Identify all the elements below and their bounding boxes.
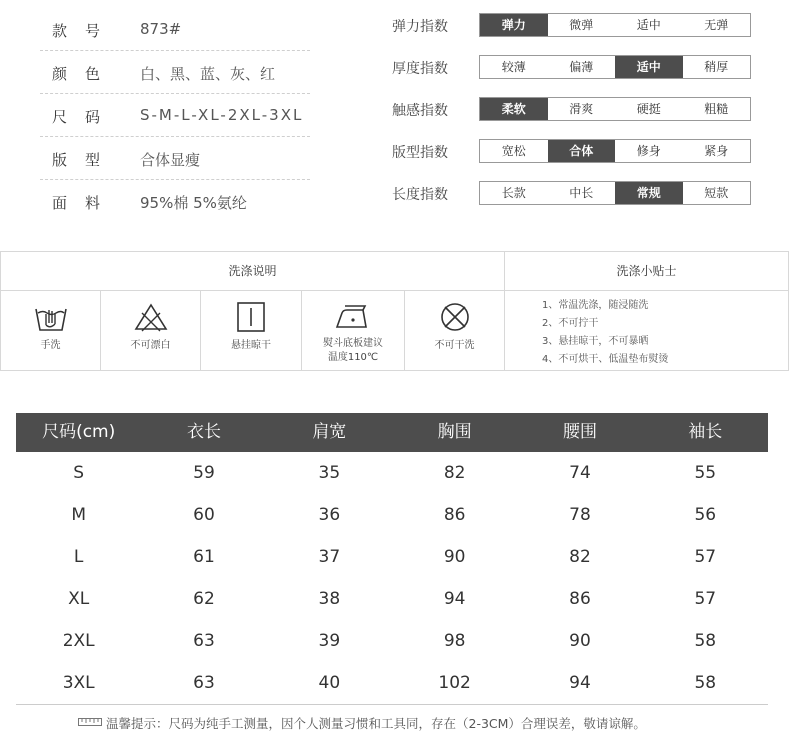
table-cell: 35 [318, 463, 341, 483]
table-cell: 102 [438, 673, 471, 693]
spec-label: 尺码 [52, 108, 119, 126]
table-cell: 36 [318, 505, 341, 525]
table-cell: 94 [569, 673, 591, 693]
index-option: 粗糙 [704, 102, 729, 116]
index-option: 中长 [569, 186, 594, 200]
spec-row-fabric [40, 180, 310, 222]
table-cell: 63 [193, 673, 215, 693]
table-cell: 58 [694, 673, 717, 693]
care-caption: 不可漂白 [130, 340, 171, 351]
index-label: 弹力指数 [392, 19, 448, 35]
spec-value: 白、黑、蓝、灰、红 [140, 65, 276, 83]
table-cell: 59 [193, 463, 215, 483]
care-item-hand-wash [1, 291, 101, 370]
index-option: 偏薄 [569, 60, 594, 74]
table-cell: 39 [318, 631, 341, 651]
table-cell: 94 [443, 589, 466, 609]
table-cell: 56 [694, 505, 717, 525]
spec-value: 95%棉 5%氨纶 [140, 194, 247, 212]
index-option: 硬挺 [636, 102, 661, 116]
care-tips-list [542, 297, 668, 369]
spec-value: 873# [140, 20, 182, 38]
table-cell: 2XL [62, 631, 95, 651]
index-option: 稍厚 [704, 60, 729, 74]
table-row [16, 578, 768, 620]
index-option: 紧身 [704, 144, 729, 158]
table-cell: 86 [569, 589, 591, 609]
table-cell: 57 [694, 547, 717, 567]
index-option: 较薄 [501, 60, 526, 74]
table-cell: M [71, 505, 86, 525]
index-scale [479, 97, 751, 121]
table-cell: 40 [318, 673, 341, 693]
index-label: 厚度指数 [392, 61, 448, 77]
table-cell: 55 [694, 463, 717, 483]
index-option: 宽松 [501, 144, 526, 158]
index-scale [479, 139, 751, 163]
spec-label: 版型 [52, 151, 119, 169]
care-wash-title: 洗涤说明 [1, 252, 505, 291]
index-scale [479, 181, 751, 205]
care-section [0, 251, 789, 371]
table-cell: 78 [569, 505, 591, 525]
care-tip: 2、不可拧干 [542, 318, 599, 329]
table-cell: 86 [443, 505, 466, 525]
size-table-header [16, 413, 768, 452]
care-item-no-dry-clean [405, 291, 505, 370]
table-cell: 37 [318, 547, 341, 567]
table-cell: 38 [318, 589, 341, 609]
index-option: 适中 [636, 18, 661, 32]
care-item-hang-dry [201, 291, 302, 370]
table-cell: L [73, 547, 84, 567]
no-dry-clean-icon [437, 301, 473, 333]
table-cell: 90 [569, 631, 591, 651]
care-caption: 手洗 [40, 340, 61, 351]
size-col-header: 肩宽 [312, 422, 347, 442]
table-cell: 82 [569, 547, 591, 567]
table-row [16, 620, 768, 662]
care-caption: 熨斗底板建议 温度110℃ [323, 338, 383, 363]
size-table-divider [16, 704, 768, 705]
spec-value: S-M-L-XL-2XL-3XL [140, 106, 304, 124]
spec-value: 合体显瘦 [140, 151, 201, 169]
spec-row-color [40, 51, 310, 94]
table-cell: 82 [443, 463, 466, 483]
index-label: 版型指数 [392, 145, 448, 161]
index-label: 触感指数 [392, 103, 448, 119]
table-row [16, 662, 768, 704]
care-tips-title: 洗涤小贴士 [505, 252, 788, 291]
care-caption: 不可干洗 [434, 340, 475, 351]
spec-label: 颜色 [52, 65, 119, 83]
index-option: 长款 [501, 186, 526, 200]
index-scale [479, 55, 751, 79]
table-cell: 60 [193, 505, 215, 525]
table-cell: 58 [694, 631, 717, 651]
index-option-selected: 柔软 [480, 98, 548, 120]
table-cell: 90 [443, 547, 466, 567]
index-option: 修身 [636, 144, 661, 158]
spec-label: 款号 [52, 22, 119, 40]
table-cell: 63 [193, 631, 215, 651]
table-cell: 3XL [62, 673, 95, 693]
table-cell: 57 [694, 589, 717, 609]
index-option: 无弹 [704, 18, 729, 32]
size-col-header: 袖长 [688, 422, 723, 442]
care-tip: 1、常温洗涤，随浸随洗 [542, 300, 649, 311]
iron-icon [333, 301, 373, 331]
table-cell: 62 [193, 589, 215, 609]
spec-label: 面料 [52, 194, 119, 212]
table-cell: 74 [569, 463, 591, 483]
index-option-selected: 适中 [615, 56, 683, 78]
size-col-header: 胸围 [437, 422, 472, 442]
table-row [16, 536, 768, 578]
spec-row-style-no [40, 8, 310, 51]
care-item-iron [302, 291, 405, 370]
table-row [16, 452, 768, 494]
size-col-header: 尺码(cm) [42, 422, 116, 442]
no-bleach-icon [133, 301, 169, 333]
table-cell: S [73, 463, 85, 483]
measurement-note [78, 714, 646, 732]
measurement-note-text: 温馨提示：尺码为纯手工测量，因个人测量习惯和工具同，存在（2-3CM）合理误差，敬请谅解。 [106, 716, 646, 731]
size-col-header: 衣长 [186, 422, 221, 442]
hang-dry-icon [233, 301, 269, 333]
index-option: 微弹 [569, 18, 594, 32]
index-option-selected: 弹力 [480, 14, 548, 36]
table-cell: XL [68, 589, 90, 609]
table-row [16, 494, 768, 536]
size-col-header: 腰围 [562, 422, 597, 442]
index-label: 长度指数 [392, 187, 448, 203]
index-option: 滑爽 [569, 102, 594, 116]
table-cell: 98 [443, 631, 466, 651]
spec-row-fit [40, 137, 310, 180]
ruler-icon [78, 717, 102, 727]
care-tip: 3、悬挂晾干，不可暴晒 [542, 336, 649, 347]
index-option-selected: 常规 [615, 182, 683, 204]
care-tip: 4、不可烘干、低温垫布熨烫 [542, 354, 669, 365]
index-scale [479, 13, 751, 37]
index-option-selected: 合体 [548, 140, 616, 162]
care-item-no-bleach [101, 291, 201, 370]
index-option: 短款 [704, 186, 729, 200]
hand-wash-icon [33, 301, 69, 333]
care-caption: 悬挂晾干 [231, 340, 271, 351]
table-cell: 61 [193, 547, 215, 567]
spec-row-size [40, 94, 310, 137]
